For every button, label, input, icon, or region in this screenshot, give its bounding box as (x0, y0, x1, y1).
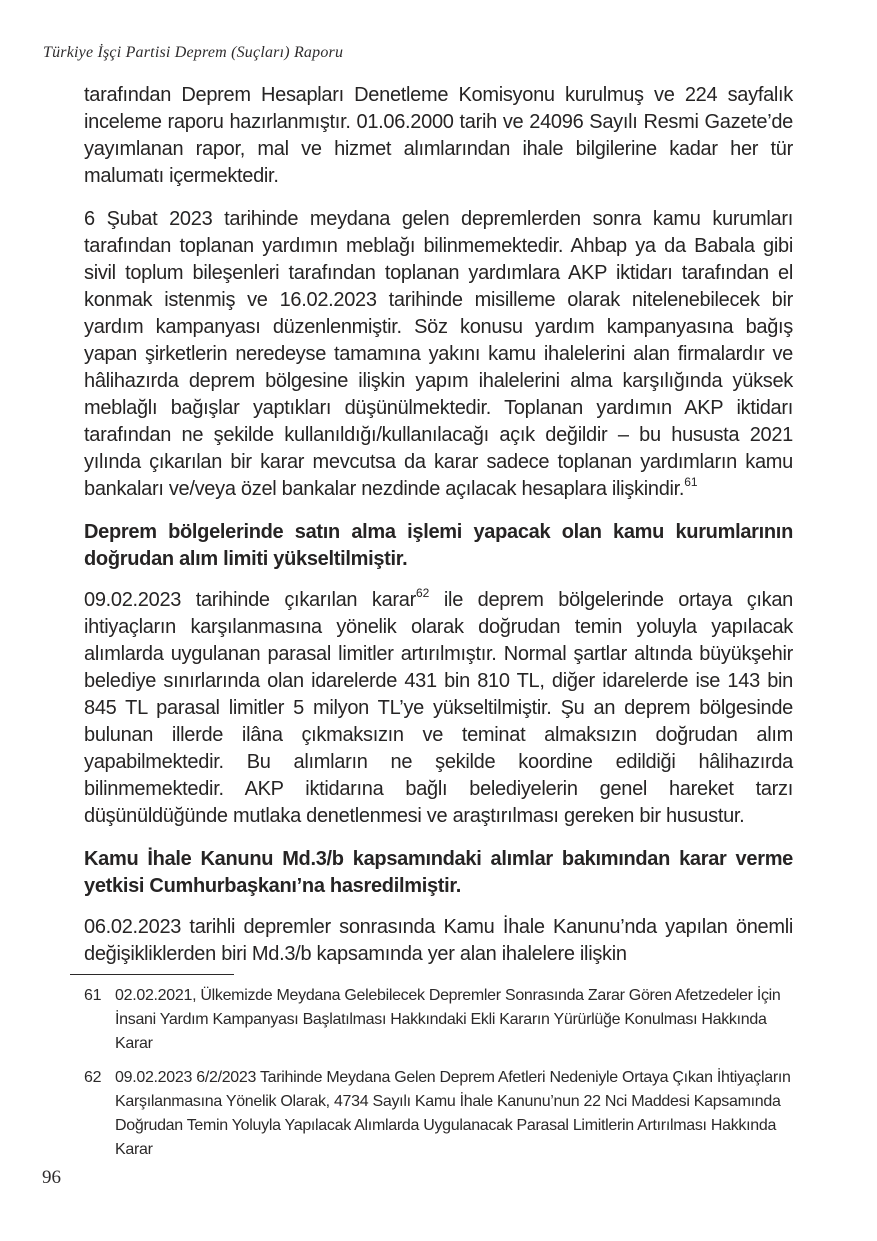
footnote-61 (84, 984, 793, 1056)
body-column (84, 82, 793, 1172)
running-header: Türkiye İşçi Partisi Deprem (Suçları) Raporu (43, 44, 344, 61)
footnote-62-text: 09.02.2023 6/2/2023 Tarihinde Meydana Gelen Deprem Afetleri Nedeniyle Ortaya Çıkan İhtiyaçların Karşılanmasına Yönelik Olarak, 4734 Sayılı Kamu İhale Kanunu’nun 22 Nci Maddesi Kapsamında Doğrudan Temin Yoluyla Yapılacak Alımlarda Uygulanacak Parasal Limitlerin Artırılması Hakkında Karar (115, 1069, 791, 1158)
paragraph-2-text: 6 Şubat 2023 tarihinde meydana gelen depremlerden sonra kamu kurumları tarafından toplanan yardımın meblağı bilinmemektedir. Ahbap ya da Babala gibi sivil toplum bileşenleri tarafından toplanan yardımlara AKP iktidarı tarafından el konmak istenmiş ve 16.02.2023 tarihinde misilleme olarak nitelenebilecek bir yardım kampanyası düzenlenmiştir. Söz konusu yardım kampanyasına bağış yapan şirketlerin neredeyse tamamına yakını kamu ihalelerini alan firmalardır ve hâlihazırda deprem bölgesine ilişkin yapım ihalelerini alma karşılığında yüksek meblağlı bağışlar yaptıkları düşünülmektedir. Toplanan yardımın AKP iktidarı tarafından ne şekilde kullanıldığı/kullanılacağı açık değildir – bu hususta 2021 yılında çıkarılan bir karar mevcutsa da karar sadece toplanan yardımların kamu bankaları ve/veya özel bankalar nezdinde açılacak hesaplara ilişkindir. (84, 208, 793, 500)
section-heading-1: Deprem bölgelerinde satın alma işlemi yapacak olan kamu kurumlarının doğrudan alım limiti yükseltilmiştir. (84, 521, 793, 570)
page-number: 96 (42, 1167, 61, 1188)
paragraph-3-text-before: 09.02.2023 tarihinde çıkarılan karar (84, 589, 416, 611)
footnote-62 (84, 1066, 793, 1162)
footnote-61-number: 61 (84, 987, 102, 1004)
section-heading-2: Kamu İhale Kanunu Md.3/b kapsamındaki alımlar bakımından karar verme yetkisi Cumhurbaşkanı’na hasredilmiştir. (84, 848, 793, 897)
paragraph-1: tarafından Deprem Hesapları Denetleme Komisyonu kurulmuş ve 224 sayfalık inceleme raporu hazırlanmıştır. 01.06.2000 tarih ve 24096 Sayılı Resmi Gazete’de yayımlanan rapor, mal ve hizmet alımlarından ihale bilgilerine kadar her tür malumatı içermektedir. (84, 84, 793, 187)
footnote-62-number: 62 (84, 1069, 102, 1086)
paragraph-2 (84, 206, 793, 503)
paragraph-3 (84, 587, 793, 830)
footnote-separator (70, 974, 234, 975)
footnote-61-text: 02.02.2021, Ülkemizde Meydana Gelebilecek Depremler Sonrasında Zarar Gören Afetzedeler İçin İnsani Yardım Kampanyası Başlatılması Hakkındaki Ekli Kararın Yürürlüğe Konulması Hakkında Karar (115, 987, 781, 1052)
paragraph-4: 06.02.2023 tarihli depremler sonrasında Kamu İhale Kanunu’nda yapılan önemli değişikliklerden biri Md.3/b kapsamında yer alan ihalelere ilişkin (84, 916, 793, 965)
paragraph-3-text-after: ile deprem bölgelerinde ortaya çıkan ihtiyaçların karşılanmasına yönelik olarak doğrudan temin yoluyla yapılacak alımlarda uygulanan parasal limitler artırılmıştır. Normal şartlar altında büyükşehir belediye sınırlarında olan idarelerde 431 bin 810 TL, diğer idarelerde ise 143 bin 845 TL parasal limitler 5 milyon TL’ye yükseltilmiştir. Şu an deprem bölgesinde bulunan illerde ilâna çıkmaksızın ve teminat almaksızın doğrudan alım yapabilmektedir. Bu alımların ne şekilde koordine edildiği hâlihazırda bilinmemektedir. AKP iktidarına bağlı belediyelerin genel hareket tarzı düşünüldüğünde mutlaka denetlenmesi ve araştırılması gereken bir husustur. (84, 589, 793, 827)
footnote-ref-61: 61 (684, 475, 698, 490)
footnote-ref-62: 62 (415, 586, 430, 601)
